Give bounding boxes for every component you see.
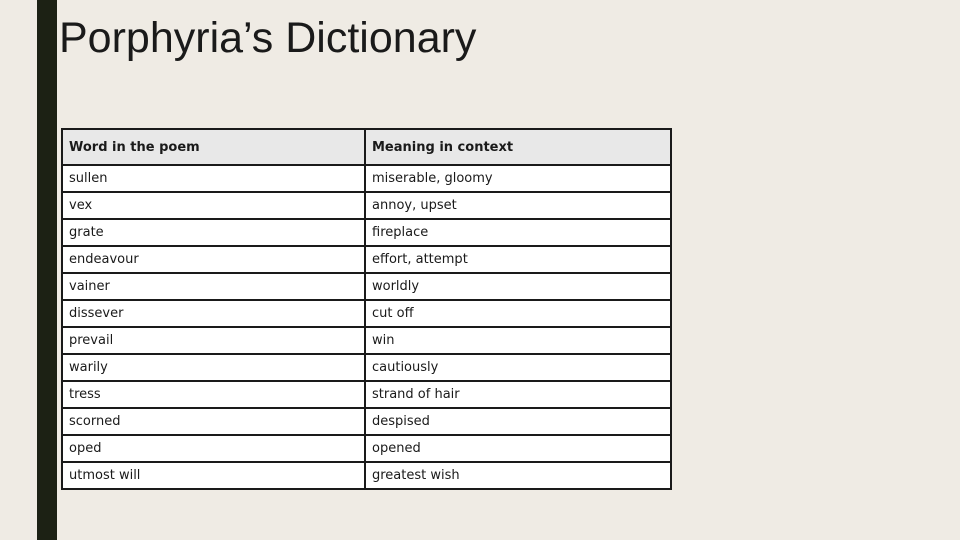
word-cell: oped [62, 435, 365, 462]
column-header-meaning: Meaning in context [365, 129, 671, 165]
table-row [62, 381, 671, 408]
meaning-cell: miserable, gloomy [365, 165, 671, 192]
word-cell: prevail [62, 327, 365, 354]
table-row [62, 327, 671, 354]
table-row [62, 192, 671, 219]
word-cell: vex [62, 192, 365, 219]
table-row [62, 300, 671, 327]
table-row [62, 165, 671, 192]
table-row [62, 354, 671, 381]
word-cell: vainer [62, 273, 365, 300]
meaning-cell: despised [365, 408, 671, 435]
word-cell: scorned [62, 408, 365, 435]
word-cell: grate [62, 219, 365, 246]
table-row [62, 219, 671, 246]
accent-bar [37, 0, 57, 540]
meaning-cell: fireplace [365, 219, 671, 246]
meaning-cell: opened [365, 435, 671, 462]
word-cell: sullen [62, 165, 365, 192]
table-row [62, 273, 671, 300]
word-cell: tress [62, 381, 365, 408]
word-cell: dissever [62, 300, 365, 327]
word-cell: warily [62, 354, 365, 381]
meaning-cell: annoy, upset [365, 192, 671, 219]
meaning-cell: cut off [365, 300, 671, 327]
meaning-cell: effort, attempt [365, 246, 671, 273]
table-row [62, 462, 671, 489]
meaning-cell: greatest wish [365, 462, 671, 489]
table-header-row [62, 129, 671, 165]
column-header-word: Word in the poem [62, 129, 365, 165]
word-cell: endeavour [62, 246, 365, 273]
table-row [62, 408, 671, 435]
meaning-cell: cautiously [365, 354, 671, 381]
slide-title: Porphyria’s Dictionary [59, 14, 477, 62]
vocabulary-table [61, 128, 672, 490]
meaning-cell: strand of hair [365, 381, 671, 408]
meaning-cell: win [365, 327, 671, 354]
meaning-cell: worldly [365, 273, 671, 300]
word-cell: utmost will [62, 462, 365, 489]
table-row [62, 435, 671, 462]
table-row [62, 246, 671, 273]
